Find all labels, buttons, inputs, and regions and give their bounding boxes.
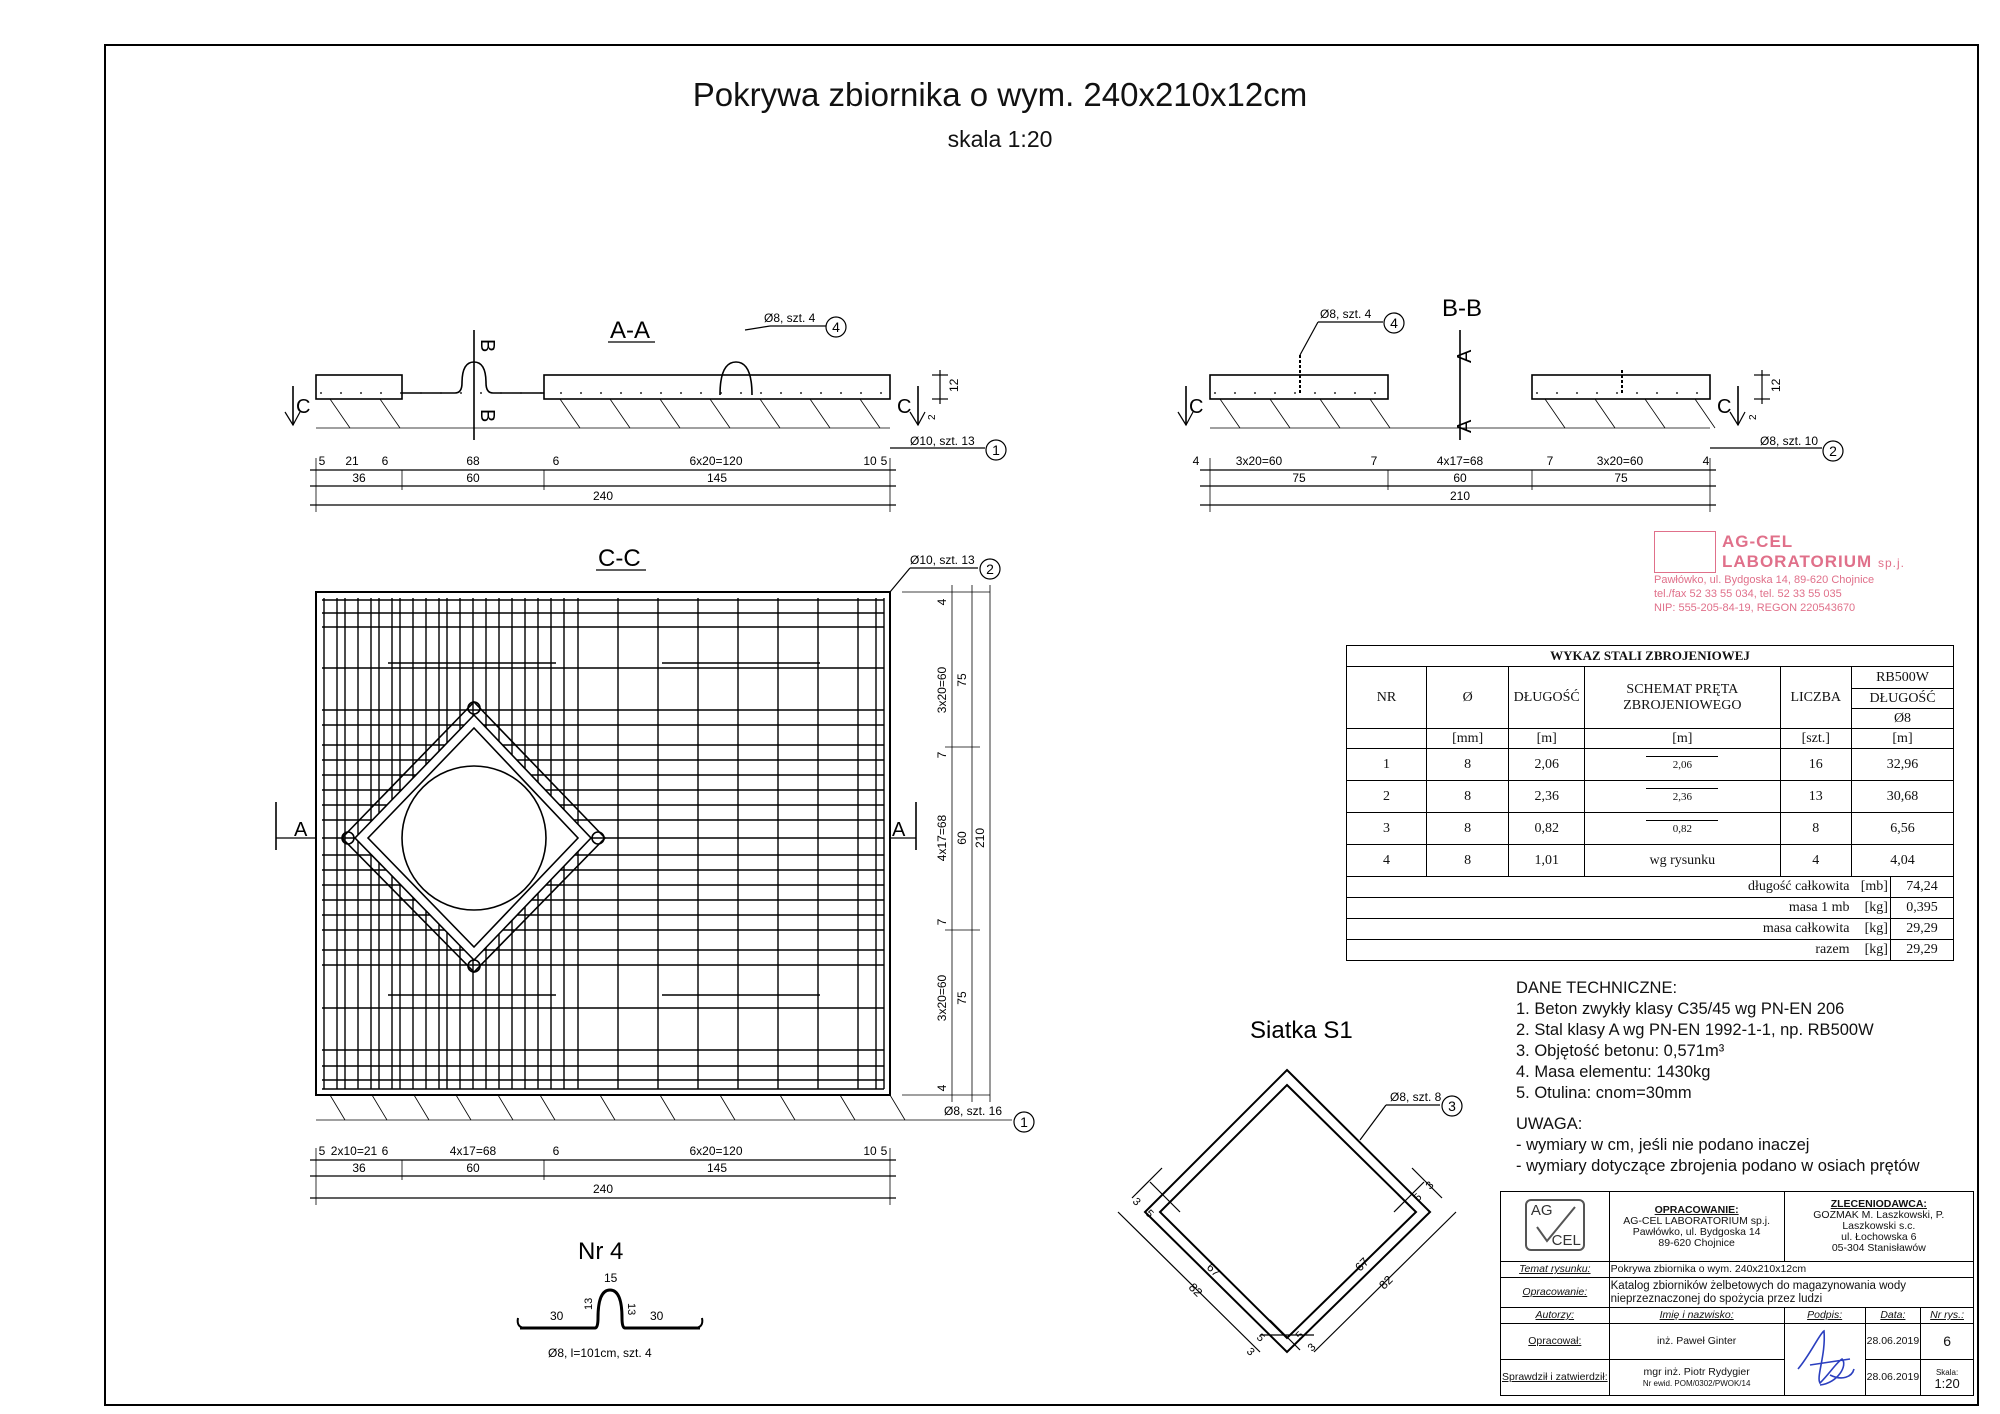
cc-vdim-label: 4x17=68 — [935, 814, 949, 862]
section-aa-label: A-A — [610, 317, 651, 344]
siatka-dim-3d: 3 — [1305, 1341, 1319, 1355]
rebar4-label-aa: Ø8, szt. 4 — [764, 311, 816, 325]
aa-dim-row1 — [319, 454, 888, 468]
siatka-dim-3b: 3 — [1243, 1345, 1257, 1359]
drawing-title: Pokrywa zbiornika o wym. 240x210x12cm — [692, 76, 1308, 113]
row2-nr: 2 — [1347, 781, 1427, 813]
row4-total: 4,04 — [1852, 845, 1954, 877]
section-bb-label: B-B — [1442, 295, 1483, 322]
bb-dim-label: 7 — [1370, 454, 1378, 468]
date-col: Data: — [1865, 1308, 1921, 1324]
signature — [1784, 1324, 1865, 1396]
siatka-dim-67b: 67 — [1352, 1254, 1372, 1275]
col-count: LICZBA — [1780, 667, 1852, 729]
company-stamp — [1654, 531, 1924, 631]
rebar-top-label-cc: Ø10, szt. 13 — [910, 553, 975, 567]
signature-mark — [1790, 1325, 1860, 1391]
row2-schema: 2,36 — [1585, 781, 1780, 813]
row1-count: 16 — [1780, 749, 1852, 781]
cc-dim-label: 2x10=21 — [330, 1144, 378, 1158]
bb-cut-a-top: A — [1454, 349, 1476, 363]
row2-count: 13 — [1780, 781, 1852, 813]
aa-dim-label: 36 — [352, 471, 366, 485]
client-1: GOZMAK M. Laszkowski, P. Laszkowski s.c. — [1813, 1209, 1945, 1232]
slab-height: 12 — [947, 378, 961, 392]
table-row — [1347, 781, 1954, 813]
bb-cut-c-right: C — [1717, 396, 1732, 418]
cc-dim-label: 5 — [318, 1144, 326, 1158]
stamp-name2: LABORATORIUM — [1722, 551, 1873, 571]
aa-dim-label: 60 — [466, 471, 480, 485]
row3-total: 6,56 — [1852, 813, 1954, 845]
row3-count: 8 — [1780, 813, 1852, 845]
section-aa — [285, 311, 1006, 512]
siatka-dim-3a: 3 — [1129, 1195, 1143, 1209]
stamp-suffix: sp.j. — [1877, 555, 1905, 570]
client-head: ZLECENIODAWCA: — [1830, 1198, 1927, 1210]
work-label: Opracowanie: — [1501, 1278, 1610, 1308]
sum3-unit: [kg] — [1852, 919, 1891, 940]
sum4-unit: [kg] — [1852, 940, 1891, 961]
summary-row — [1347, 877, 1954, 898]
unit-count: [szt.] — [1780, 729, 1852, 749]
cc-dim-total: 240 — [592, 1182, 614, 1196]
aa-dim-label: 6x20=120 — [689, 454, 743, 468]
row4-len: 1,01 — [1509, 845, 1585, 877]
stamp-line3: NIP: 555-205-84-19, REGON 220543670 — [1654, 602, 1856, 614]
cc-dim-label: 6 — [381, 1144, 389, 1158]
row1-nr: 1 — [1347, 749, 1427, 781]
bb-dim-label: 75 — [1614, 471, 1628, 485]
nr4-title: Nr 4 — [578, 1238, 624, 1265]
unit-dia: [mm] — [1427, 729, 1509, 749]
prepared-1: AG-CEL LABORATORIUM sp.j. — [1623, 1214, 1771, 1227]
row3-len: 0,82 — [1509, 813, 1585, 845]
sum1-unit: [mb] — [1852, 877, 1891, 898]
tech-item-4: 4. Masa elementu: 1430kg — [1516, 1063, 1711, 1081]
cc-dim-label: 36 — [352, 1161, 366, 1175]
steel-table-title: WYKAZ STALI ZBROJENIOWEJ — [1347, 646, 1954, 667]
stamp-line2: tel./fax 52 33 55 034, tel. 52 33 55 035 — [1654, 588, 1842, 600]
prepared-by: inż. Paweł Ginter — [1609, 1324, 1784, 1360]
sum3-value: 29,29 — [1890, 919, 1953, 940]
summary-row — [1347, 898, 1954, 919]
sum2-value: 0,395 — [1890, 898, 1953, 919]
cc-dim-label: 4x17=68 — [449, 1144, 497, 1158]
cc-cut-a-left: A — [294, 819, 308, 841]
bb-dim-label: 3x20=60 — [1235, 454, 1283, 468]
bb-cover-dim: 2 — [1748, 414, 1759, 420]
cut-b-top: B — [476, 339, 498, 353]
row4-count: 4 — [1780, 845, 1852, 877]
cc-vdim-label: 3x20=60 — [935, 974, 949, 1022]
scale-label: Skala: — [1935, 1367, 1959, 1377]
prepared-by-label: Opracował: — [1501, 1324, 1610, 1360]
aa-dim-label: 10 — [863, 454, 877, 468]
checked-label: Sprawdził i zatwierdził: — [1501, 1360, 1610, 1396]
note-heading: UWAGA: — [1516, 1115, 1583, 1133]
cc-vdim-label: 4 — [935, 598, 949, 606]
table-row — [1347, 813, 1954, 845]
rebar-bottom-label-cc: Ø8, szt. 16 — [944, 1104, 1003, 1118]
company-logo: AG CEL — [1501, 1192, 1610, 1262]
cover-dim: 2 — [927, 414, 938, 420]
rebar4-label-bb: Ø8, szt. 4 — [1320, 307, 1372, 321]
siatka-dim-82a: 82 — [1185, 1280, 1206, 1300]
scale-value: 1:20 — [1934, 1375, 1960, 1391]
col-d8: Ø8 — [1852, 709, 1954, 729]
unit-schema: [m] — [1585, 729, 1780, 749]
aa-dim-row2 — [352, 471, 727, 485]
cc-vdim-label: 75 — [955, 673, 969, 687]
bb-cut-c-left: C — [1189, 396, 1204, 418]
col-schema: SCHEMAT PRĘTA ZBROJENIOWEGO — [1585, 667, 1780, 729]
tech-heading: DANE TECHNICZNE: — [1516, 979, 1678, 997]
col-dia: Ø — [1427, 667, 1509, 729]
bb-dim-label: 4x17=68 — [1436, 454, 1484, 468]
title-block — [1500, 1191, 1974, 1396]
bb-dim-label: 4 — [1192, 454, 1200, 468]
authors-label: Autorzy: — [1501, 1308, 1610, 1324]
prepared-head: OPRACOWANIE: — [1654, 1203, 1739, 1216]
siatka-dim-3c: 3 — [1423, 1179, 1437, 1193]
cc-dim-label: 145 — [706, 1161, 728, 1175]
aa-dim-label: 21 — [345, 454, 359, 468]
name-col: Imię i nazwisko: — [1609, 1308, 1784, 1324]
stamp-name1: AG-CEL — [1722, 531, 1794, 551]
siatka-title: Siatka S1 — [1250, 1017, 1353, 1044]
col-grade: RB500W — [1852, 667, 1954, 689]
rebar2-num-bb: 2 — [1829, 443, 1837, 459]
row1-total: 32,96 — [1852, 749, 1954, 781]
row3-dia: 8 — [1427, 813, 1509, 845]
siatka-dim-5a: 5 — [1142, 1207, 1156, 1221]
cc-dim-row1 — [319, 1144, 888, 1158]
cut-b-bottom: B — [476, 409, 498, 423]
aa-dim-label: 5 — [318, 454, 326, 468]
tech-item-5: 5. Otulina: cnom=30mm — [1516, 1084, 1692, 1102]
cc-dim-label: 5 — [880, 1144, 888, 1158]
nr4-dim-left: 30 — [550, 1309, 564, 1323]
siatka-rebar-label: Ø8, szt. 8 — [1390, 1090, 1442, 1104]
summary-row — [1347, 940, 1954, 961]
siatka-dim-82b: 82 — [1376, 1272, 1396, 1293]
cc-vdim-label: 60 — [955, 831, 969, 845]
note-1: - wymiary w cm, jeśli nie podano inaczej — [1516, 1136, 1810, 1154]
bb-slab-height: 12 — [1769, 378, 1783, 392]
rebar1-num-aa: 1 — [992, 442, 1000, 458]
siatka-rebar-num: 3 — [1448, 1098, 1456, 1114]
summary-row — [1347, 919, 1954, 940]
siatka-dim-5d: 5 — [1293, 1329, 1307, 1343]
technical-notes — [1516, 978, 1920, 1177]
opening-reinforcement — [342, 702, 605, 972]
section-cc — [276, 545, 1034, 1205]
row2-len: 2,36 — [1509, 781, 1585, 813]
row4-schema: wg rysunku — [1585, 845, 1780, 877]
section-cc-label: C-C — [598, 545, 641, 572]
row1-dia: 8 — [1427, 749, 1509, 781]
steel-schedule-table — [1346, 645, 1954, 961]
aa-dim-label: 5 — [880, 454, 888, 468]
bb-dim-total: 210 — [1449, 489, 1471, 503]
bb-cut-a-bottom: A — [1454, 419, 1476, 433]
tech-item-3: 3. Objętość betonu: 0,571m³ — [1516, 1042, 1725, 1060]
rebar4-num-bb: 4 — [1390, 315, 1398, 331]
rebar2-label-bb: Ø8, szt. 10 — [1760, 434, 1819, 448]
cc-dim-row2 — [352, 1161, 727, 1175]
nr4-caption: Ø8, l=101cm, szt. 4 — [548, 1346, 652, 1360]
col-len: DŁUGOŚĆ — [1509, 667, 1585, 729]
sum2-label: masa 1 mb — [1347, 898, 1852, 919]
rebar-top-num-cc: 2 — [986, 561, 994, 577]
row3-nr: 3 — [1347, 813, 1427, 845]
cc-cut-a-right: A — [892, 819, 906, 841]
prepared-3: 89-620 Chojnice — [1658, 1236, 1735, 1249]
aa-dim-label: 6 — [381, 454, 389, 468]
nr4-dim-rise-left: 13 — [583, 1297, 595, 1310]
col-nr: NR — [1347, 667, 1427, 729]
cc-vdim-label: 210 — [973, 827, 987, 849]
row1-len: 2,06 — [1509, 749, 1585, 781]
drawing-scale: skala 1:20 — [947, 126, 1053, 152]
row3-schema: 0,82 — [1585, 813, 1780, 845]
sum4-value: 29,29 — [1890, 940, 1953, 961]
date2: 28.06.2019 — [1865, 1360, 1921, 1396]
bb-dim-label: 3x20=60 — [1596, 454, 1644, 468]
bb-dim-label: 7 — [1546, 454, 1554, 468]
siatka-dim-5b: 5 — [1253, 1331, 1267, 1345]
aa-dim-label: 68 — [466, 454, 480, 468]
topic-label: Temat rysunku: — [1501, 1262, 1610, 1278]
rebar4-num-aa: 4 — [832, 319, 840, 335]
cc-vdim-label: 75 — [955, 991, 969, 1005]
drawing-no: 6 — [1921, 1324, 1974, 1360]
row2-dia: 8 — [1427, 781, 1509, 813]
num-col: Nr rys.: — [1921, 1308, 1974, 1324]
sum1-label: długość całkowita — [1347, 877, 1852, 898]
cc-vdim-label: 3x20=60 — [935, 666, 949, 714]
sum1-value: 74,24 — [1890, 877, 1953, 898]
siatka-dim-5c: 5 — [1411, 1191, 1425, 1205]
cc-vdim-label: 4 — [935, 1084, 949, 1092]
nr4-dim-rise-right: 13 — [625, 1303, 637, 1316]
checked-by: mgr inż. Piotr Rydygier — [1643, 1365, 1750, 1378]
sign-col: Podpis: — [1784, 1308, 1865, 1324]
mesh-s1 — [1118, 1017, 1462, 1358]
sum3-label: masa całkowita — [1347, 919, 1852, 940]
cc-dim-label: 10 — [863, 1144, 877, 1158]
col-len2: DŁUGOŚĆ — [1852, 689, 1954, 709]
note-2: - wymiary dotyczące zbrojenia podano w osiach prętów — [1516, 1157, 1920, 1175]
bb-dim-label: 60 — [1453, 471, 1467, 485]
cc-dim-label: 6x20=120 — [689, 1144, 743, 1158]
row4-nr: 4 — [1347, 845, 1427, 877]
row2-total: 30,68 — [1852, 781, 1954, 813]
section-bb — [1178, 295, 1843, 512]
rebar1-label-aa: Ø10, szt. 13 — [910, 434, 975, 448]
nr4-dim-top: 15 — [604, 1271, 618, 1285]
stamp-line1: Pawłówko, ul. Bydgoska 14, 89-620 Chojnice — [1654, 574, 1875, 586]
unit-len: [m] — [1509, 729, 1585, 749]
cc-vertical-dims — [935, 598, 987, 1091]
bb-dim-row1 — [1193, 454, 1710, 468]
bb-dim-label: 75 — [1292, 471, 1306, 485]
nr4-dim-right: 30 — [650, 1309, 664, 1323]
aa-dim-label: 145 — [706, 471, 728, 485]
rebar-bottom-num-cc: 1 — [1020, 1114, 1028, 1130]
cut-c-left: C — [296, 396, 311, 418]
prepared-2: Pawłówko, ul. Bydgoska 14 — [1632, 1225, 1761, 1238]
aa-dim-label: 6 — [552, 454, 560, 468]
cc-dim-label: 60 — [466, 1161, 480, 1175]
logo-check-icon — [1527, 1201, 1583, 1249]
row4-dia: 8 — [1427, 845, 1509, 877]
unit-len2: [m] — [1852, 729, 1954, 749]
tech-item-1: 1. Beton zwykły klasy C35/45 wg PN-EN 206 — [1516, 1000, 1845, 1018]
topic-value: Pokrywa zbiornika o wym. 240x210x12cm — [1609, 1262, 1973, 1278]
work-value: Katalog zbiorników żelbetowych do magazynowania wody nieprzeznaczonej do spożycia przez ludzi — [1609, 1278, 1973, 1308]
date1: 28.06.2019 — [1865, 1324, 1921, 1360]
cc-vdim-label: 7 — [935, 918, 949, 926]
bb-dim-label: 4 — [1702, 454, 1710, 468]
bb-dim-row2 — [1292, 471, 1628, 485]
checked-reg: Nr ewid. POM/0302/PWOK/14 — [1642, 1378, 1751, 1388]
bar-nr4 — [518, 1238, 703, 1360]
sum4-label: razem — [1347, 940, 1852, 961]
cc-dim-label: 6 — [552, 1144, 560, 1158]
table-row — [1347, 845, 1954, 877]
client-2: ul. Łochowska 6 — [1841, 1231, 1917, 1243]
cut-c-right: C — [897, 396, 912, 418]
table-row — [1347, 749, 1954, 781]
row1-schema: 2,06 — [1585, 749, 1780, 781]
sum2-unit: [kg] — [1852, 898, 1891, 919]
tech-item-2: 2. Stal klasy A wg PN-EN 1992-1-1, np. RB500W — [1516, 1021, 1874, 1039]
siatka-dim-67a: 67 — [1203, 1260, 1224, 1280]
cc-vdim-label: 7 — [935, 751, 949, 759]
client-3: 05-304 Stanisławów — [1831, 1242, 1926, 1254]
aa-dim-total: 240 — [592, 489, 614, 503]
